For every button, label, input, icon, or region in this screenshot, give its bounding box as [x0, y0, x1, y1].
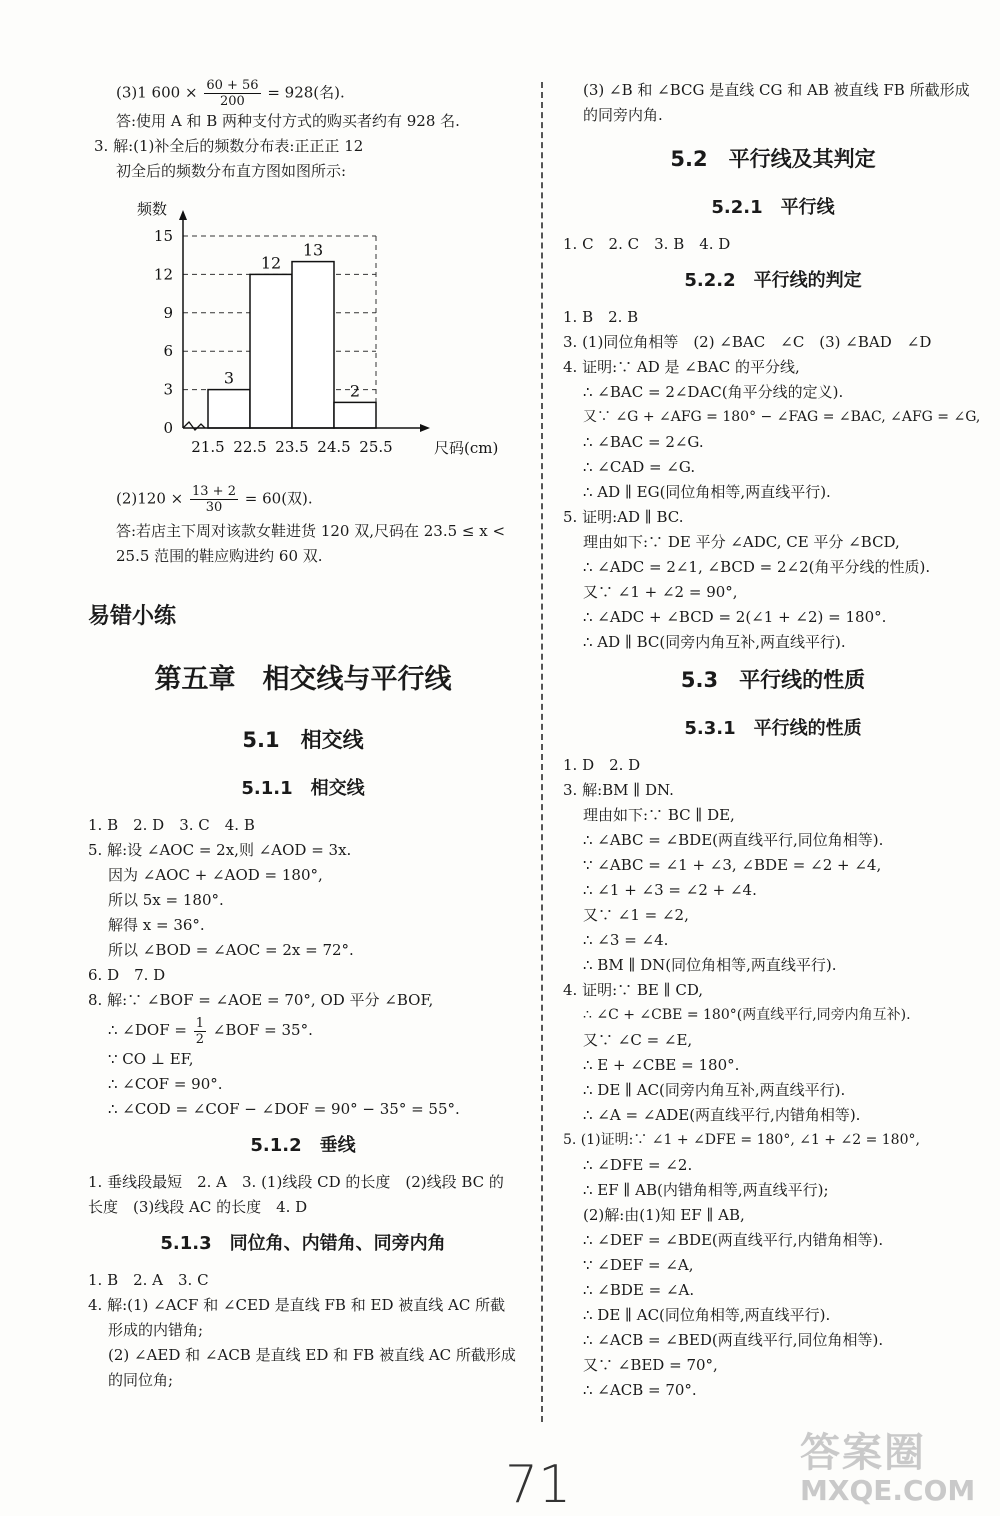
column-divider	[541, 82, 543, 1422]
x-tick-label: 23.5	[275, 438, 309, 456]
answer-line: 解得 x = 36°.	[108, 916, 205, 934]
answer-line: ∴ E + ∠CBE = 180°.	[583, 1056, 740, 1074]
bar-value-label: 13	[302, 240, 324, 260]
answer-line: ∴ ∠BDE = ∠A.	[583, 1281, 695, 1299]
answer-line: 3. 解:BM ∥ DN.	[563, 781, 674, 799]
answer-line	[88, 1013, 518, 1047]
subsection-title: 5.1.1 相交线	[241, 778, 365, 799]
answer-line: 1. B 2. D 3. C 4. B	[88, 816, 255, 834]
answer-line: ∴ ∠ACB = ∠BED(两直线平行,同位角相等).	[583, 1331, 884, 1349]
answer-line: ∴ ∠COD = ∠COF − ∠DOF = 90° − 35° = 55°.	[108, 1100, 460, 1118]
denominator: 2	[195, 1031, 205, 1047]
answer-line: 5. 解:设 ∠AOC = 2x,则 ∠AOD = 3x.	[88, 841, 352, 859]
answer-line: ∴ ∠COF = 90°.	[108, 1075, 223, 1093]
answer-line: 理由如下:∵ BC ∥ DE,	[583, 806, 735, 824]
answer-line: 初全后的频数分布直方图如图所示:	[116, 162, 347, 180]
histogram-bar	[334, 402, 376, 428]
y-tick-label: 0	[163, 419, 173, 437]
answer-line: ∴ ∠A = ∠ADE(两直线平行,内错角相等).	[583, 1106, 861, 1124]
text: = 928(名).	[267, 83, 345, 102]
subsection-title: 5.2.1 平行线	[711, 197, 835, 218]
answer-paragraph: 答:若店主下周对该款女鞋进货 120 双,尺码在 23.5 ≤ x < 25.5 范围的鞋应购进约 60 双.	[116, 522, 506, 565]
bar-value-label: 3	[223, 368, 235, 388]
answer-line: 1. B 2. B	[563, 308, 639, 326]
answer-line: ∴ ∠ABC = ∠BDE(两直线平行,同位角相等).	[583, 831, 884, 849]
text: ∠BOF = 35°.	[212, 1021, 313, 1039]
numerator: 13 + 2	[192, 484, 236, 499]
histogram-bar	[292, 262, 334, 428]
answer-line: 又∵ ∠BED = 70°,	[583, 1356, 718, 1374]
numerator: 1	[195, 1015, 205, 1031]
y-tick-label: 15	[153, 227, 173, 245]
answer-line: ∴ BM ∥ DN(同位角相等,两直线平行).	[583, 956, 837, 974]
watermark-logo	[800, 1430, 990, 1510]
y-axis-arrow	[179, 210, 187, 220]
answer-line: 所以 5x = 180°.	[108, 891, 224, 909]
answer-line: ∴ DE ∥ AC(同位角相等,两直线平行).	[583, 1306, 831, 1324]
fraction	[204, 78, 260, 109]
subsection-title: 5.1.2 垂线	[250, 1135, 356, 1156]
watermark-text: 答案圈	[800, 1430, 926, 1476]
x-tick-label: 21.5	[191, 438, 225, 456]
answer-line: 1. C 2. C 3. B 4. D	[563, 235, 731, 253]
answer-line: ∵ CO ⊥ EF,	[108, 1050, 194, 1068]
answer-line: ∴ ∠BAC = 2∠G.	[583, 433, 704, 451]
answer-line: 8. 解:∵ ∠BOF = ∠AOE = 70°, OD 平分 ∠BOF,	[88, 991, 434, 1009]
axis-break-mark	[183, 422, 205, 430]
answer-line: ∴ AD ∥ BC(同旁内角互补,两直线平行).	[583, 633, 846, 651]
y-tick-label: 3	[163, 380, 173, 399]
fraction	[194, 1016, 206, 1047]
text: (3)1 600 ×	[116, 83, 198, 102]
answer-line: ∴ ∠ACB = 70°.	[583, 1381, 697, 1399]
answer-line: ∴ ∠BAC = 2∠DAC(角平分线的定义).	[583, 383, 844, 401]
answer-line: 所以 ∠BOD = ∠AOC = 2x = 72°.	[108, 941, 354, 959]
text: ∴ ∠DOF =	[108, 1021, 187, 1039]
answer-paragraph: 1. 垂线段最短 2. A 3. (1)线段 CD 的长度 (2)线段 BC 的长度 (3)线段 AC 的长度 4. D	[88, 1173, 504, 1216]
answer-line: 4. 证明:∵ AD 是 ∠BAC 的平分线,	[563, 358, 800, 376]
denominator: 30	[205, 500, 223, 515]
answer-line: ∵ ∠ABC = ∠1 + ∠3, ∠BDE = ∠2 + ∠4,	[583, 856, 882, 874]
answer-line: ∴ ∠3 = ∠4.	[583, 931, 669, 949]
bar-value-label: 12	[260, 253, 282, 273]
answer-line: 答:使用 A 和 B 两种支付方式的购买者约有 928 名.	[116, 112, 460, 130]
x-axis-label: 尺码(cm)	[434, 439, 499, 457]
answer-line: 5. (1)证明:∵ ∠1 + ∠DFE = 180°, ∠1 + ∠2 = 180°,	[563, 1132, 920, 1148]
subsection-title: 5.3.1 平行线的性质	[684, 718, 862, 739]
answer-paragraph: (2) ∠AED 和 ∠ACB 是直线 ED 和 FB 被直线 AC 所截形成的同位角;	[108, 1346, 516, 1389]
answer-paragraph: 4. 解:(1) ∠ACF 和 ∠CED 是直线 FB 和 ED 被直线 AC 所截形成的内错角;	[88, 1296, 506, 1339]
bar-value-label: 2	[349, 381, 361, 401]
text: (2)120 ×	[116, 489, 184, 508]
x-tick-label: 25.5	[359, 438, 393, 456]
answer-line: ∴ ∠CAD = ∠G.	[583, 458, 696, 476]
answer-line: 又∵ ∠1 = ∠2,	[583, 906, 689, 924]
answer-line: ∴ EF ∥ AB(内错角相等,两直线平行);	[583, 1181, 829, 1199]
answer-line: 6. D 7. D	[88, 966, 166, 984]
answer-line: ∴ ∠C + ∠CBE = 180°(两直线平行,同旁内角互补).	[583, 1007, 911, 1023]
answer-line: ∴ AD ∥ EG(同位角相等,两直线平行).	[583, 483, 831, 501]
fraction	[190, 484, 238, 515]
answer-line: ∴ ∠DEF = ∠BDE(两直线平行,内错角相等).	[583, 1231, 884, 1249]
section-title: 5.2 平行线及其判定	[670, 147, 876, 171]
answer-line: (2)解:由(1)知 EF ∥ AB,	[583, 1206, 745, 1224]
answer-line: ∴ DE ∥ AC(同旁内角互补,两直线平行).	[583, 1081, 846, 1099]
y-tick-label: 12	[153, 265, 173, 284]
answer-line	[88, 78, 518, 109]
frequency-histogram	[88, 188, 508, 478]
answer-line	[88, 484, 518, 515]
histogram-bar	[208, 390, 250, 428]
answer-line: 1. B 2. A 3. C	[88, 1271, 209, 1289]
x-tick-label: 22.5	[233, 438, 267, 456]
answer-line: 又∵ ∠G + ∠AFG = 180° − ∠FAG = ∠BAC, ∠AFG = ∠G,	[583, 409, 981, 425]
y-tick-label: 9	[163, 303, 173, 322]
answer-line: 5. 证明:AD ∥ BC.	[563, 508, 684, 526]
error-practice-heading: 易错小练	[88, 604, 177, 629]
answer-line: ∴ ∠1 + ∠3 = ∠2 + ∠4.	[583, 881, 757, 899]
section-title: 5.3 平行线的性质	[680, 668, 866, 692]
text: = 60(双).	[244, 489, 313, 508]
answer-line: ∴ ∠ADC + ∠BCD = 2(∠1 + ∠2) = 180°.	[583, 608, 887, 626]
subsection-title: 5.1.3 同位角、内错角、同旁内角	[160, 1233, 446, 1254]
answer-line: 4. 证明:∵ BE ∥ CD,	[563, 981, 704, 999]
answer-line: 理由如下:∵ DE 平分 ∠ADC, CE 平分 ∠BCD,	[583, 533, 900, 551]
right-column	[563, 78, 983, 1403]
answer-line: 3. (1)同位角相等 (2) ∠BAC ∠C (3) ∠BAD ∠D	[563, 333, 932, 351]
y-tick-label: 6	[163, 342, 173, 361]
answer-line: 1. D 2. D	[563, 756, 641, 774]
subsection-title: 5.2.2 平行线的判定	[684, 270, 862, 291]
denominator: 200	[220, 94, 245, 109]
y-axis-label: 频数	[136, 200, 167, 218]
histogram-bar	[250, 274, 292, 428]
left-column	[88, 78, 518, 1393]
answer-line: ∴ ∠DFE = ∠2.	[583, 1156, 693, 1174]
numerator: 60 + 56	[206, 78, 259, 93]
answer-paragraph: (3) ∠B 和 ∠BCG 是直线 CG 和 AB 被直线 FB 所截形成的同旁内角.	[583, 81, 970, 124]
answer-line: 因为 ∠AOC + ∠AOD = 180°,	[108, 866, 323, 884]
answer-line: ∵ ∠DEF = ∠A,	[583, 1256, 694, 1274]
section-title: 5.1 相交线	[242, 728, 364, 752]
x-axis-arrow	[420, 424, 430, 432]
watermark-url: MXQE.COM	[800, 1474, 976, 1507]
answer-line: 又∵ ∠C = ∠E,	[583, 1031, 693, 1049]
x-tick-label: 24.5	[317, 438, 351, 456]
page-number: 71	[505, 1455, 572, 1515]
answer-line: 又∵ ∠1 + ∠2 = 90°,	[583, 583, 738, 601]
answer-line: ∴ ∠ADC = 2∠1, ∠BCD = 2∠2(角平分线的性质).	[583, 558, 931, 576]
chapter-title: 第五章 相交线与平行线	[154, 664, 452, 695]
answer-line: 3. 解:(1)补全后的频数分布表:正正正 12	[94, 137, 364, 155]
